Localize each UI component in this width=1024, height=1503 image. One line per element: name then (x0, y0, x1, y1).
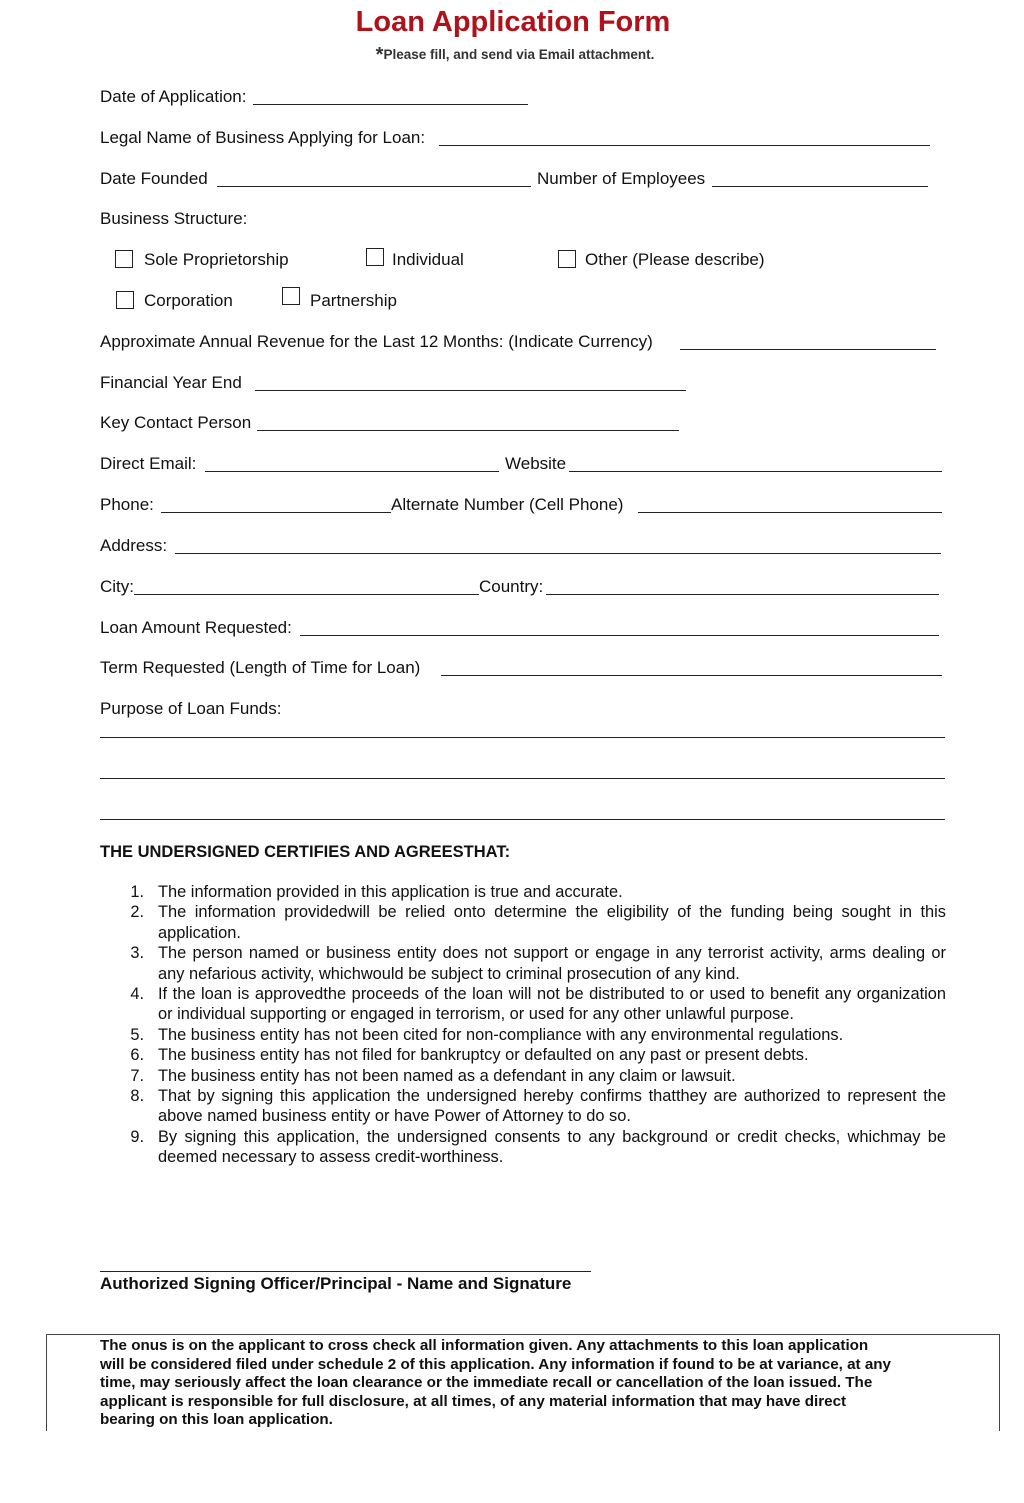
website-field[interactable] (569, 471, 942, 472)
direct-email-label: Direct Email: (100, 454, 197, 473)
certification-item (100, 902, 946, 943)
item-text: The business entity has not been cited for non-compliance with any environmental regulations. (158, 1025, 844, 1044)
purpose-field-line-2[interactable] (100, 778, 945, 779)
num-employees-field[interactable] (712, 186, 928, 187)
item-text: By signing this application, the undersigned consents to any background or credit checks, whichmay be deemed necessary to assess credit-worthiness. (158, 1127, 946, 1167)
item-text: If the loan is approvedthe proceeds of the loan will not be distributed to or used to benefit any organization or individual supporting or engaged in terrorism, or used for any other unlawful purpose. (158, 985, 946, 1024)
disclaimer-line: The onus is on the applicant to cross check all information given. Any attachments to this loan application (100, 1337, 869, 1354)
item-number: 9. (130, 1127, 144, 1146)
alternate-number-label: Alternate Number (Cell Phone) (391, 495, 624, 514)
item-number: 8. (130, 1087, 144, 1106)
revenue-label: Approximate Annual Revenue for the Last 12 Months: (Indicate Currency) (100, 332, 653, 351)
asterisk: * (375, 44, 384, 66)
date-of-application-field[interactable] (253, 104, 528, 105)
business-structure-label: Business Structure: (100, 209, 248, 228)
disclaimer-line: will be considered filed under schedule 2 of this application. Any information if found to be at variance, at any (100, 1355, 891, 1373)
city-field[interactable] (134, 594, 479, 595)
term-label: Term Requested (Length of Time for Loan) (100, 658, 421, 677)
certification-item (100, 1045, 946, 1065)
address-field[interactable] (175, 553, 941, 554)
sole-proprietorship-checkbox[interactable] (115, 250, 133, 268)
website-label: Website (505, 454, 567, 473)
item-text: The person named or business entity does not support or engage in any terrorist activity, arms dealing or any nefarious activity, whichwould be subject to criminal prosecution of any kind. (158, 944, 946, 983)
disclaimer-line: bearing on this loan application. (100, 1411, 333, 1429)
direct-email-field[interactable] (205, 471, 499, 472)
disclaimer-box (46, 1334, 1000, 1431)
item-number: 4. (130, 985, 144, 1004)
phone-field[interactable] (161, 512, 391, 513)
individual-checkbox[interactable] (366, 248, 384, 266)
term-field[interactable] (441, 675, 942, 676)
partnership-label: Partnership (310, 291, 397, 310)
item-text: That by signing this application the undersigned hereby confirms thatthey are authorized to represent the above named business entity or have Power of Attorney to do so. (158, 1087, 946, 1126)
certification-heading: THE UNDERSIGNED CERTIFIES AND AGREESTHAT: (100, 843, 511, 861)
subtitle-text: Please fill, and send via Email attachment. (383, 47, 655, 62)
individual-label: Individual (392, 250, 464, 269)
revenue-field[interactable] (680, 349, 936, 350)
other-label: Other (Please describe) (585, 250, 765, 269)
sole-proprietorship-label: Sole Proprietorship (144, 250, 289, 269)
certification-item (100, 1086, 946, 1127)
date-of-application-label: Date of Application: (100, 87, 247, 106)
purpose-field-line-1[interactable] (100, 737, 945, 738)
city-label: City: (100, 577, 134, 596)
disclaimer-text (100, 1337, 891, 1430)
form-title: Loan Application Form (355, 6, 671, 38)
date-founded-label: Date Founded (100, 169, 208, 188)
certification-item (100, 882, 946, 902)
disclaimer-line: applicant is responsible for full disclosure, at all times, of any material information that may have direct (100, 1392, 847, 1410)
corporation-label: Corporation (144, 291, 233, 310)
item-text: The information providedwill be relied onto determine the eligibility of the funding being sought in this application. (158, 903, 946, 942)
certification-list (100, 882, 946, 1168)
certification-item (100, 1066, 946, 1086)
item-number: 1. (130, 883, 144, 901)
key-contact-field[interactable] (257, 430, 679, 431)
certification-item (100, 984, 946, 1025)
item-text: The information provided in this application is true and accurate. (158, 883, 623, 901)
item-number: 3. (130, 944, 144, 963)
key-contact-label: Key Contact Person (100, 413, 252, 432)
num-employees-label: Number of Employees (537, 169, 706, 188)
item-number: 7. (130, 1066, 144, 1085)
legal-name-label: Legal Name of Business Applying for Loan: (100, 128, 426, 147)
signature-label: Authorized Signing Officer/Principal - Name and Signature (100, 1274, 572, 1293)
partnership-checkbox[interactable] (282, 287, 300, 305)
item-number: 2. (130, 903, 144, 922)
financial-year-end-field[interactable] (255, 390, 686, 391)
certification-item (100, 1127, 946, 1168)
purpose-label: Purpose of Loan Funds: (100, 699, 282, 718)
legal-name-field[interactable] (439, 145, 930, 146)
alternate-number-field[interactable] (638, 512, 942, 513)
signature-field[interactable] (100, 1271, 591, 1272)
loan-amount-field[interactable] (300, 635, 939, 636)
financial-year-end-label: Financial Year End (100, 373, 242, 392)
phone-label: Phone: (100, 495, 154, 514)
country-field[interactable] (546, 594, 939, 595)
country-label: Country: (479, 577, 544, 596)
item-number: 5. (130, 1025, 144, 1044)
item-text: The business entity has not been named as a defendant in any claim or lawsuit. (158, 1066, 736, 1085)
item-text: The business entity has not filed for bankruptcy or defaulted on any past or present debts. (158, 1046, 809, 1065)
other-checkbox[interactable] (558, 250, 576, 268)
address-label: Address: (100, 536, 168, 555)
corporation-checkbox[interactable] (116, 291, 134, 309)
item-number: 6. (130, 1046, 144, 1065)
purpose-field-line-3[interactable] (100, 819, 945, 820)
certification-item (100, 1025, 946, 1045)
certification-item (100, 943, 946, 984)
form-subtitle (0, 44, 1024, 67)
date-founded-field[interactable] (217, 186, 531, 187)
disclaimer-line: time, may seriously affect the loan clearance or the immediate recall or cancellation of the loan issued. The (100, 1374, 873, 1392)
loan-amount-label: Loan Amount Requested: (100, 618, 292, 637)
